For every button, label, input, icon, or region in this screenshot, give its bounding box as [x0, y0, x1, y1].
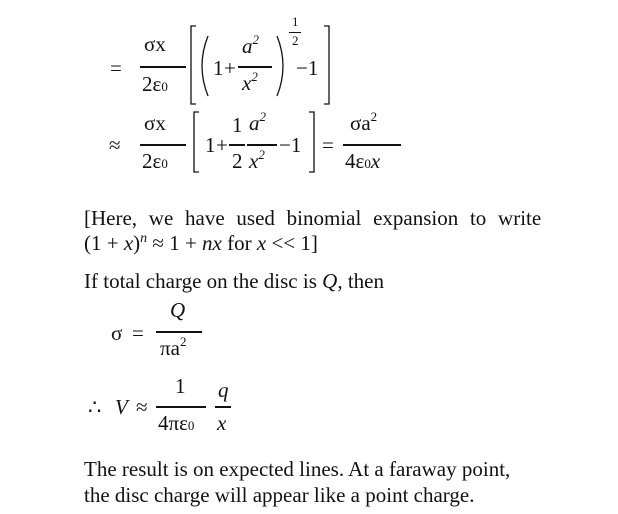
- therefore-symbol: ∴: [88, 395, 102, 419]
- half-denominator: 2: [232, 149, 243, 173]
- result-denominator: 4ε0x: [345, 149, 381, 173]
- equals-sign: =: [110, 56, 122, 80]
- term-one: 1: [205, 133, 216, 157]
- right-square-bracket-1: [324, 26, 329, 104]
- note-line-2: $(1 + x)^n \approx 1$ + nx for x << 1]: [84, 231, 318, 255]
- numerator-sigma-x: σx: [144, 32, 166, 56]
- sigma-symbol: σ: [111, 321, 123, 345]
- conclusion-line-2: the disc charge will appear like a point charge.: [84, 483, 475, 507]
- half-numerator: 1: [232, 113, 243, 137]
- fraction-denominator-x: $x^2$: [249, 147, 265, 173]
- fraction-numerator-a: $a^2$: [242, 32, 259, 58]
- left-paren-1: [202, 36, 208, 96]
- minus-one: −1: [279, 133, 302, 157]
- denominator-2-epsilon: 2ε0: [142, 149, 168, 173]
- minus-one: −1: [296, 56, 319, 80]
- denominator-2-epsilon: 2ε0: [142, 72, 168, 96]
- right-paren-1: [277, 36, 283, 96]
- equals-sign: =: [132, 321, 144, 345]
- charge-q: q: [218, 378, 229, 402]
- charge-Q: Q: [170, 298, 186, 322]
- potential-V: V: [115, 395, 128, 419]
- equals-sign: =: [322, 133, 334, 157]
- result-numerator: $\sigma a^2$: [350, 109, 378, 135]
- numerator-sigma-x: σx: [144, 111, 166, 135]
- charge-statement: If total charge on the disc is Q, then: [84, 269, 384, 293]
- approx-sign: ≈: [109, 133, 121, 157]
- note-line-1: [Here, we have used binomial expansion to write: [84, 206, 542, 230]
- fraction-bar: [156, 406, 206, 408]
- pi-a-squared: $\pi a^2$: [160, 334, 187, 360]
- left-square-bracket-1: [191, 26, 196, 104]
- exponent-numerator: 1: [292, 14, 299, 29]
- fraction-bar: [156, 331, 202, 333]
- denominator-4-pi-epsilon: 4πε0: [158, 411, 195, 435]
- plus-sign: +: [216, 133, 228, 157]
- distance-x: x: [217, 411, 227, 435]
- q-over-x-bar: [215, 406, 231, 408]
- plus-sign: +: [224, 56, 236, 80]
- right-square-bracket-2: [309, 112, 314, 172]
- fraction-denominator-x: $x^2$: [242, 69, 258, 95]
- fraction-numerator-a: $a^2$: [249, 109, 266, 135]
- left-square-bracket-2: [194, 112, 199, 172]
- term-one: 1: [213, 56, 224, 80]
- conclusion-line-1: The result is on expected lines. At a faraway point,: [84, 457, 511, 481]
- approx-sign: ≈: [136, 395, 148, 419]
- numerator-one: 1: [175, 374, 186, 398]
- exponent-denominator: 2: [292, 33, 299, 48]
